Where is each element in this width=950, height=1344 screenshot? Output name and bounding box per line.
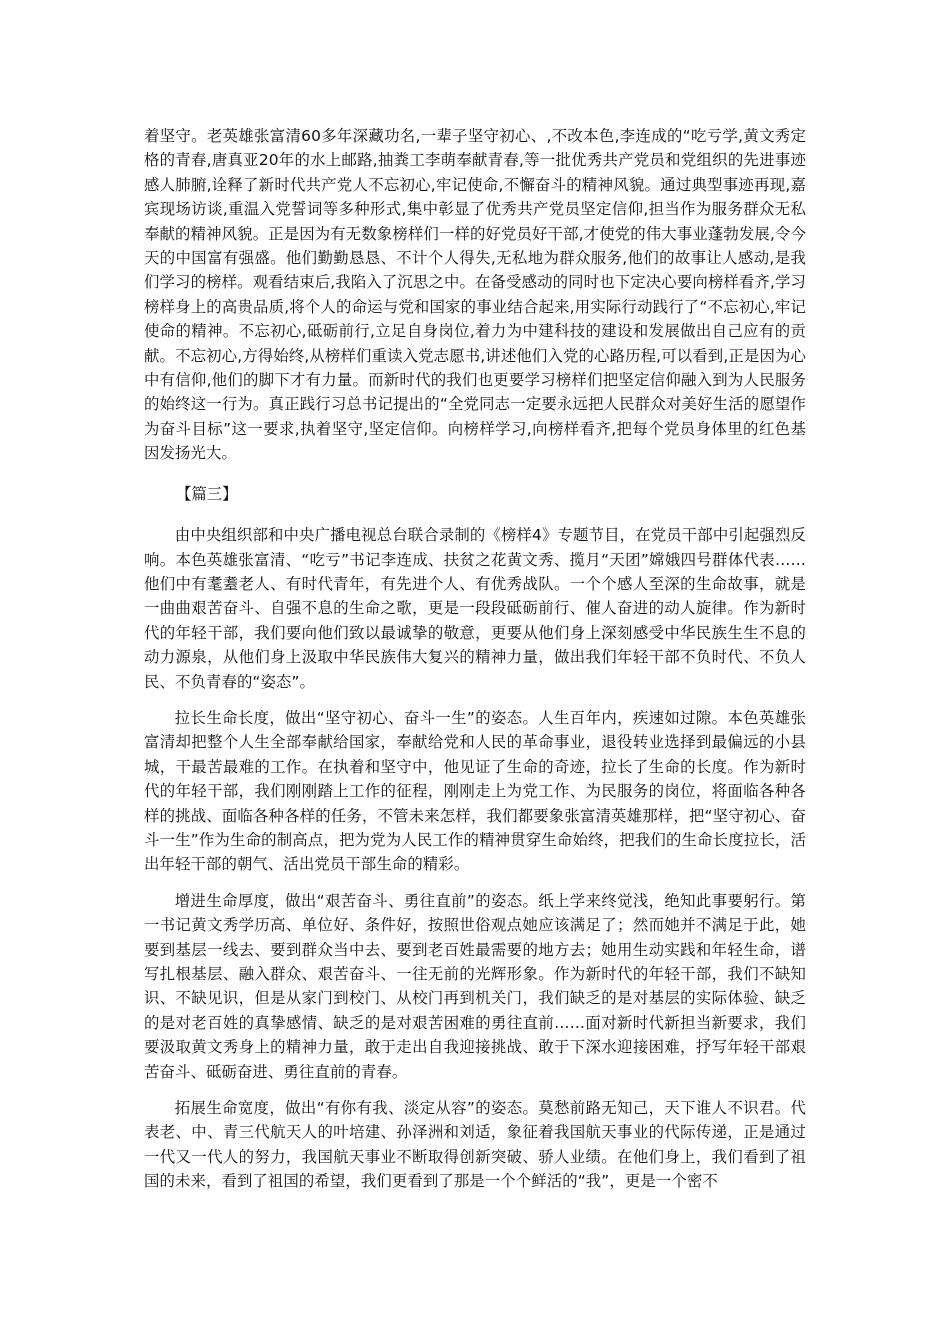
section-heading: 【篇三】 bbox=[176, 484, 238, 503]
paragraph-life-thickness: 增进生命厚度，做出“艰苦奋斗、勇往直前”的姿态。纸上学来终觉浅，绝知此事要躬行。第一书记黄文秀学历高、单位好、条件好，按照世俗观点她应该满足了；然而她并不满足于此，她要到基层一线去、要到群众当中去、要到老百姓最需要的地方去；她用生动实践和年轻生命，谱写扎根基层、融入群众、艰苦奋斗、一往无前的光辉形象。作为新时代的年轻干部，我们不缺知识、不缺见识，但是从家门到校门、从校门再到机关门，我们缺乏的是对基层的实际体验、缺乏的是对老百姓的真挚感情、缺乏的是对艰苦困难的勇往直前……面对新时代新担当新要求，我们要汲取黄文秀身上的精神力量，敢于走出自我迎接挑战、敢于下深水迎接困难，抒写年轻干部艰苦奋斗、砥砺奋进、勇往直前的青春。 bbox=[144, 891, 806, 1081]
paragraph-life-length: 拉长生命长度，做出“坚守初心、奋斗一生”的姿态。人生百年内，疾速如过隙。本色英雄张富清却把整个人生全部奉献给国家，奉献给党和人民的革命事业，退役转业选择到最偏远的小县城，干最苦最难的工作。在执着和坚守中，他见证了生命的奇迹，拉长了生命的长度。作为新时代的年轻干部，我们刚刚踏上工作的征程，刚刚走上为党工作、为民服务的岗位，将面临各种各样的挑战、面临各种各样的任务，不管未来怎样，我们都要象张富清英雄那样，把“坚守初心、奋斗一生”作为生命的制高点，把为党为人民工作的精神贯穿生命始终，把我们的生命长度拉长，活出年轻干部的朝气、活出党员干部生命的精彩。 bbox=[144, 708, 806, 874]
paragraph-intro: 由中央组织部和中央广播电视总台联合录制的《榜样4》专题节目，在党员干部中引起强烈反响。本色英雄张富清、“吃亏”书记李连成、扶贫之花黄文秀、揽月“天团”嫦娥四号群体代表……他们中有耄耋老人、有时代青年，有先进个人、有优秀战队。一个个感人至深的生命故事，就是一曲曲艰苦奋斗、自强不息的生命之歌，更是一段段砥砺前行、催人奋进的动人旋律。作为新时代的年轻干部，我们要向他们致以最诚挚的敬意，更要从他们身上深刻感受中华民族生生不息的动力源泉，从他们身上汲取中华民族伟大复兴的精神力量，做出我们年轻干部不负时代、不负人民、不负青春的“姿态”。 bbox=[144, 526, 806, 691]
paragraph-life-width: 拓展生命宽度，做出“有你有我、淡定从容”的姿态。莫愁前路无知己，天下谁人不识君。代表老、中、青三代航天人的叶培建、孙泽洲和刘适，象征着我国航天事业的代际传递，正是通过一代又一代人的努力，我国航天事业不断取得创新突破、骄人业绩。在他们身上，我们看到了祖国的未来，看到了祖国的希望，我们更看到了那是一个个鲜活的“我”，更是一个密不 bbox=[144, 1099, 806, 1191]
paragraph-continuation: 着坚守。老英雄张富清60多年深藏功名,一辈子坚守初心、,不改本色,李连成的“吃亏学,黄文秀定格的青春,唐真亚20年的水上邮路,抽粪工李萌奉献青春,等一批优秀共产党员和党组织的先进事迹感人肺腑,诠释了新时代共产党人不忘初心,牢记使命,不懈奋斗的精神风貌。通过典型事迹再现,嘉宾现场访谈,重温入党誓词等多种形式,集中彰显了优秀共产党员坚定信仰,担当作为服务群众无私奉献的精神风貌。正是因为有无数象榜样们一样的好党员好干部,才使党的伟大事业蓬勃发展,令今天的中国富有强盛。他们勤勤恳恳、不计个人得失,无私地为群众服务,他们的故事让人感动,是我们学习的榜样。观看结束后,我陷入了沉思之中。在备受感动的同时也下定决心要向榜样看齐,学习榜样身上的高贵品质,将个人的命运与党和国家的事业结合起来,用实际行动践行了“不忘初心,牢记使命的精神。不忘初心,砥砺前行,立足自身岗位,着力为中建科技的建设和发展做出自己应有的贡献。不忘初心,方得始终,从榜样们重读入党志愿书,讲述他们入党的心路历程,可以看到,正是因为心中有信仰,他们的脚下才有力量。而新时代的我们也更要学习榜样们把坚定信仰融入到为人民服务的始终这一行为。真正践行习总书记提出的“全党同志一定要永远把人民群众对美好生活的愿望作为奋斗目标”这一要求,执着坚守,坚定信仰。向榜样学习,向榜样看齐,把每个党员身体里的红色基因发扬光大。 bbox=[144, 127, 806, 463]
document-page bbox=[144, 120, 806, 1194]
